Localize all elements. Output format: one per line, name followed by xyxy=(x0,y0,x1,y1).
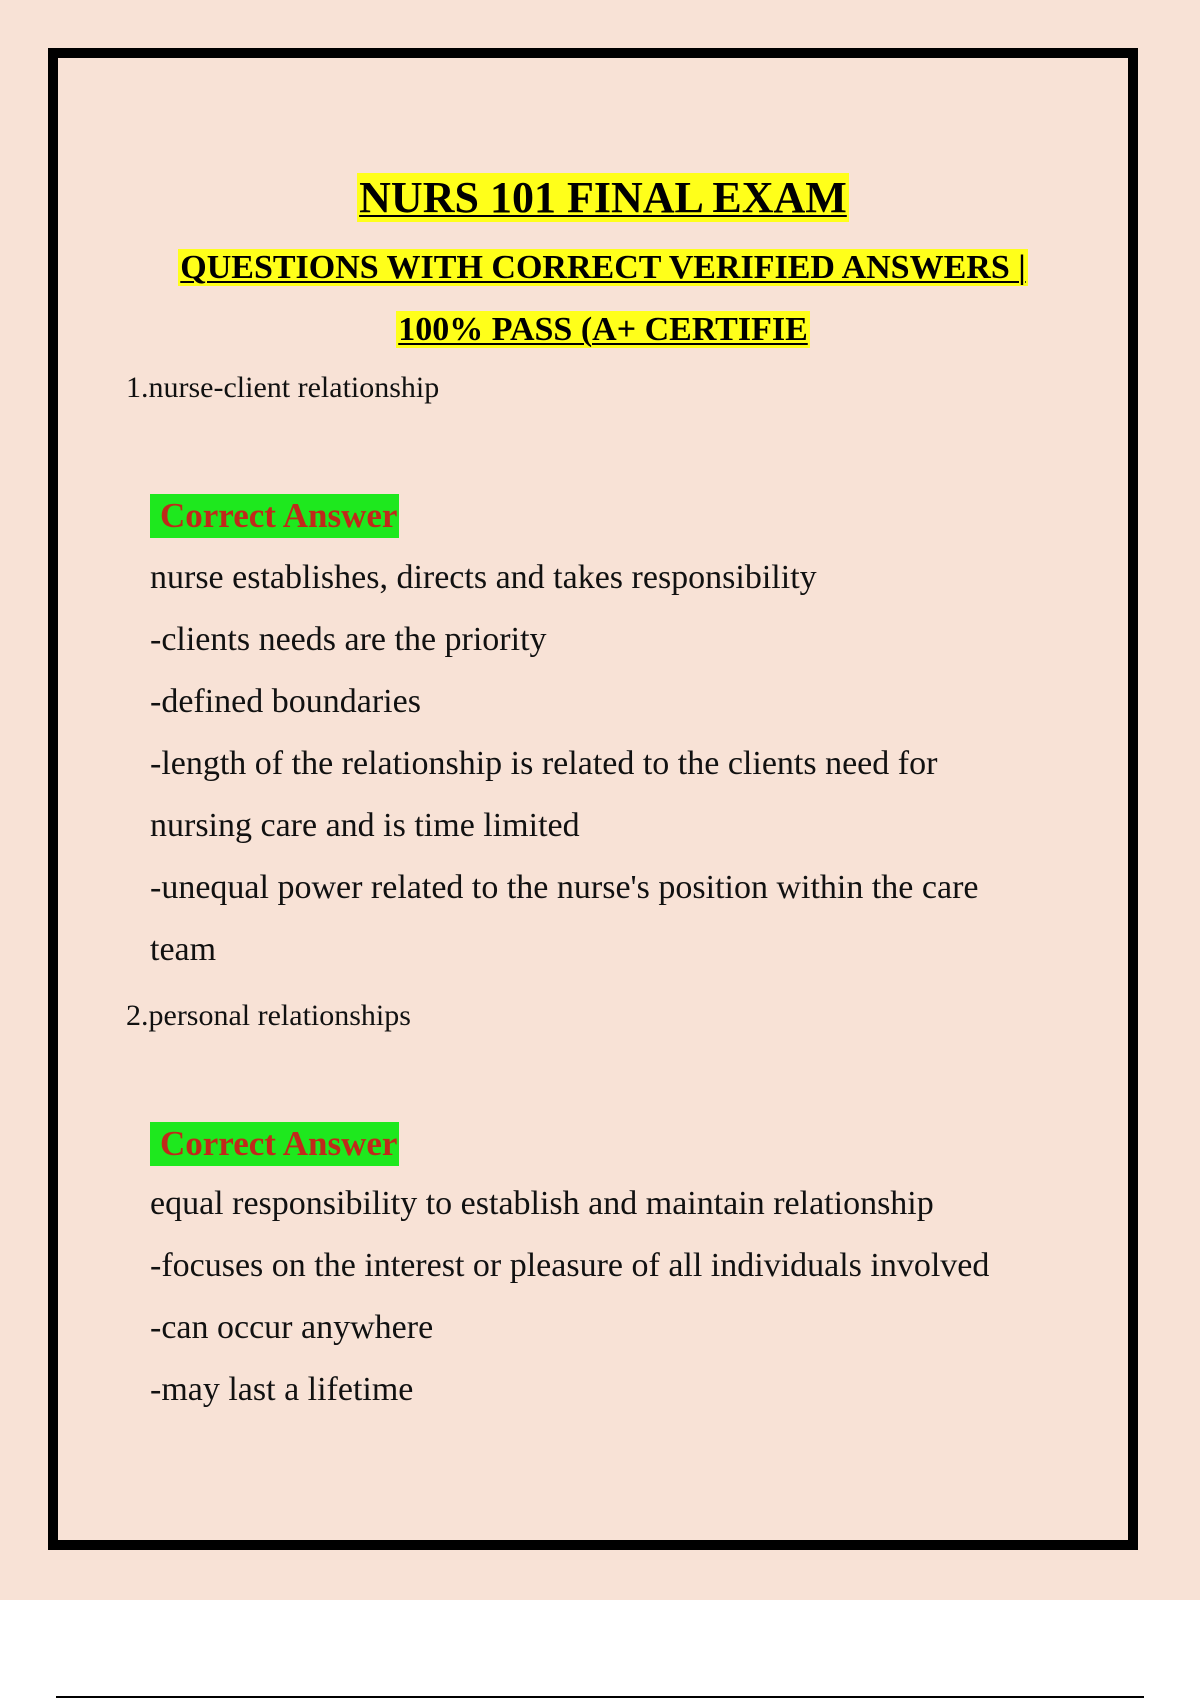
answer-line: -defined boundaries xyxy=(150,683,421,720)
footer-divider xyxy=(56,1696,1144,1698)
question-2 xyxy=(126,996,411,1036)
answer-line: -clients needs are the priority xyxy=(150,621,547,658)
answer-line: team xyxy=(150,931,217,968)
answer-line: equal responsibility to establish and maintain relationship xyxy=(150,1185,934,1222)
answer-line: -can occur anywhere xyxy=(150,1309,434,1346)
answer-line: -may last a lifetime xyxy=(150,1371,414,1408)
question-text: nurse-client relationship xyxy=(148,371,440,404)
document-subtitle-line-1: QUESTIONS WITH CORRECT VERIFIED ANSWERS | xyxy=(180,249,1026,286)
document-frame xyxy=(48,48,1138,1550)
answer-line: -unequal power related to the nurse's position within the care xyxy=(150,869,979,906)
answer-line: nursing care and is time limited xyxy=(150,807,580,844)
question-text: personal relationships xyxy=(148,999,411,1032)
question-number: 2. xyxy=(126,999,149,1032)
answer-line: nurse establishes, directs and takes responsibility xyxy=(150,559,817,596)
document-subtitle-line-2: 100% PASS (A+ CERTIFIE xyxy=(398,311,808,348)
subtitle-row-2 xyxy=(58,308,1148,352)
question-1 xyxy=(126,368,439,408)
answer-line: -length of the relationship is related to the clients need for xyxy=(150,745,938,782)
correct-answer-label: Correct Answer xyxy=(150,494,399,538)
question-number: 1. xyxy=(126,371,149,404)
subtitle-row-1 xyxy=(58,246,1148,290)
title-row xyxy=(58,170,1148,226)
correct-answer-label: Correct Answer xyxy=(150,1122,399,1166)
answer-line: -focuses on the interest or pleasure of all individuals involved xyxy=(150,1247,990,1284)
document-title: NURS 101 FINAL EXAM xyxy=(359,173,847,222)
